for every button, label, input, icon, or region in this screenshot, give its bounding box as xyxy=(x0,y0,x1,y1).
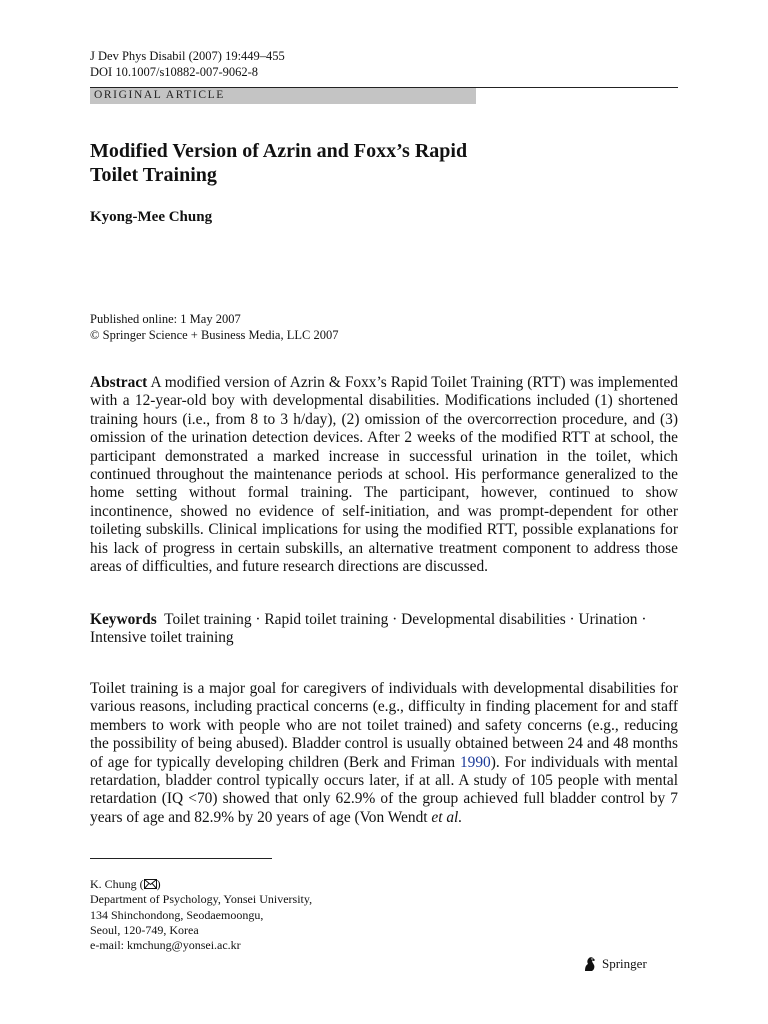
springer-horse-icon xyxy=(582,956,598,972)
footnote-address-1: 134 Shinchondong, Seodaemoongu, xyxy=(90,907,264,922)
footnote-name: K. Chung ( xyxy=(90,877,144,891)
doi: DOI 10.1007/s10882-007-9062-8 xyxy=(90,65,259,79)
keywords-label: Keywords xyxy=(90,611,157,628)
author-footnote xyxy=(90,877,312,953)
published-date: Published online: 1 May 2007 xyxy=(90,312,241,326)
article-type-bar xyxy=(90,87,678,105)
intro-text-2: ). For individuals with mental retardation, bladder control typically occurs later, if at all. A study of 105 people with mental retardation (IQ <70) showed that only 62.9% of the group achieved full bladder control by 7 years of age and 82.9% by 20 years of age (Von Wendt xyxy=(90,753,679,826)
abstract-text: A modified version of Azrin & Foxx’s Rapid Toilet Training (RTT) was implemented with a 12-year-old boy with developmental disabilities. Modifications included (1) shortened training hours (i.e., from 8 to 3 h/day), (2) omission of the overcorrection procedure, and (3) omission of the urination detection devices. After 2 weeks of the modified RTT at school, the participant demonstrated a marked increase in successful urination in the toilet, which continued throughout the maintenance periods at school. His performance generalized to the home setting without formal training. The participant, however, continued to show incontinence, showed no evidence of self-initiation, and was prompt-dependent for other toileting subskills. Clinical implications for using the modified RTT, possible explanations for his lack of progress in certain subskills, an alternative treatment component to address those areas of difficulties, and future research directions are discussed. xyxy=(90,374,679,576)
author-name: Kyong-Mee Chung xyxy=(90,209,213,225)
abstract-label: Abstract xyxy=(90,374,148,391)
springer-wordmark: Springer xyxy=(602,956,647,971)
footnote-email[interactable]: e-mail: kmchung@yonsei.ac.kr xyxy=(90,938,241,953)
keywords-text: Toilet training · Rapid toilet training · Developmental disabilities · Urination · Intensive toilet training xyxy=(90,611,647,647)
footnote-address-2: Seoul, 120-749, Korea xyxy=(90,922,199,937)
journal-citation: J Dev Phys Disabil (2007) 19:449–455 xyxy=(90,49,285,63)
copyright-line xyxy=(90,327,338,343)
abstract xyxy=(90,374,678,576)
article-type-label: ORIGINAL ARTICLE xyxy=(94,89,225,101)
footnote-dept: Department of Psychology, Yonsei University, xyxy=(90,892,313,907)
journal-header xyxy=(90,48,285,80)
footnote-author xyxy=(90,877,312,892)
et-al: et al. xyxy=(431,808,463,826)
envelope-icon[interactable] xyxy=(144,879,157,889)
footnote-rule xyxy=(90,858,272,859)
title-line-1: Modified Version of Azrin and Foxx’s Rapid xyxy=(90,140,468,162)
copyright-text: Springer Science + Business Media, LLC 2007 xyxy=(102,328,339,342)
paper-title xyxy=(90,139,650,187)
keywords xyxy=(90,611,678,648)
intro-text-1: Toilet training is a major goal for caregivers of individuals with developmental disabilities for various reasons, including practical concerns (e.g., difficulty in finding placement for and staff members to work with people who are not toilet trained) and safety concerns (e.g., reducing the possibility of being abused). Bladder control is usually obtained between 24 and 48 months of age for typically developing children (Berk and Friman xyxy=(90,680,678,771)
footnote-name-close: ) xyxy=(156,877,161,891)
citation-link-1990[interactable]: 1990 xyxy=(459,753,491,771)
springer-logo xyxy=(582,956,647,972)
title-line-2: Toilet Training xyxy=(90,164,217,186)
publication-info xyxy=(90,311,338,343)
intro-paragraph xyxy=(90,680,678,827)
copyright-symbol: © xyxy=(90,328,100,342)
